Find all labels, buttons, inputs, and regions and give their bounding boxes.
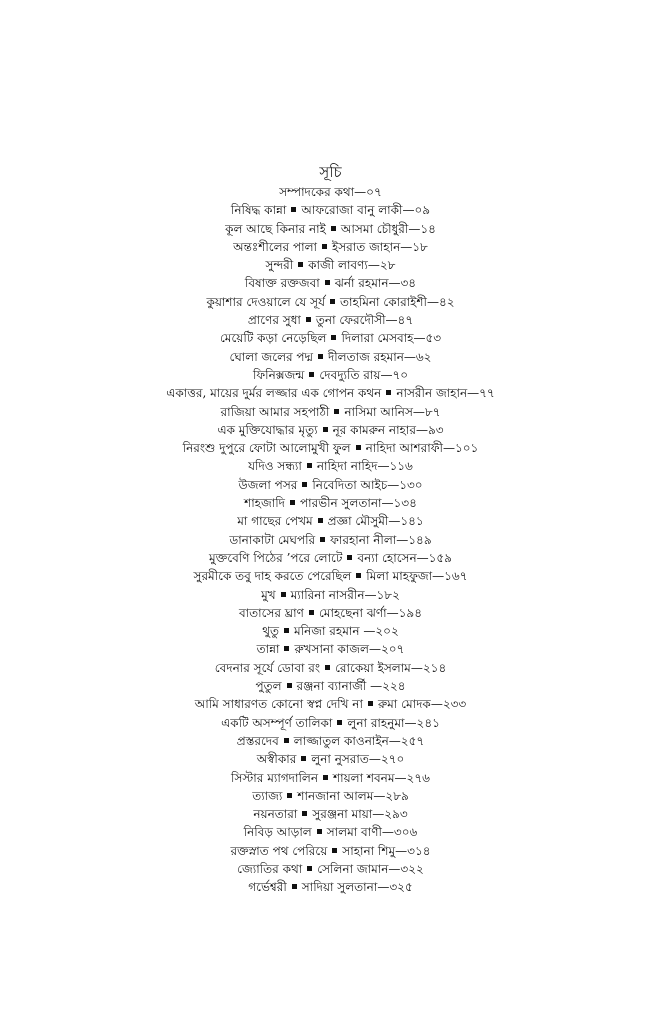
toc-entry — [0, 439, 661, 457]
toc-entry — [0, 750, 661, 768]
toc-entry-title: উজলা পসর — [238, 477, 298, 492]
toc-entry-dash: — — [373, 788, 386, 803]
toc-entry-dash: — — [412, 404, 425, 419]
square-separator-icon — [356, 573, 361, 578]
toc-entry-dash: — — [380, 367, 393, 382]
toc-entry-page: ৯৩ — [427, 422, 444, 437]
toc-entry-title: বেদনার সূর্যে ডোবা রং — [214, 660, 321, 675]
toc-entry-author: লুনা রাহনুমা — [347, 715, 405, 730]
toc-entry-author: নূর কামরুন নাহার — [332, 422, 416, 437]
toc-entry-page: ২৭০ — [380, 752, 405, 767]
toc-entry-author: মিলা মাহফুজা — [366, 569, 433, 584]
toc-entry — [0, 842, 661, 860]
toc-entry-author: ফারহানা নীলা — [330, 532, 397, 547]
toc-entry-author: রোকেয়া ইসলাম — [335, 660, 411, 675]
toc-entry-author: নাহিদা নাহিদ — [316, 459, 378, 474]
toc-heading: সূচি — [319, 163, 342, 181]
toc-entry-dash: — — [388, 276, 401, 291]
toc-entry — [0, 604, 661, 622]
toc-entry-author: দিলারা মেসবাহ — [341, 331, 414, 346]
toc-entry-title: এক মুক্তিযোদ্ধার মৃত্যু — [217, 422, 318, 437]
square-separator-icon — [284, 646, 289, 651]
toc-entry-title: প্রস্তরদেব — [236, 733, 279, 748]
toc-entry-page: ১৪১ — [400, 514, 424, 529]
square-separator-icon — [331, 335, 336, 340]
toc-entry-dash: — — [377, 459, 390, 474]
toc-entry-author: নাহিদা আশরাফী — [365, 441, 443, 456]
toc-entry-page: ৩২৫ — [389, 880, 413, 895]
toc-entry-title: মা গাছের পেখম — [237, 514, 313, 529]
square-separator-icon — [386, 390, 391, 395]
square-separator-icon — [368, 701, 373, 706]
toc-entry — [0, 329, 661, 347]
toc-entry-page: ২০৭ — [380, 642, 405, 657]
toc-entry-title: যদিও সন্ধ্যা — [248, 459, 302, 474]
toc-entry-page: ৩৪ — [400, 276, 417, 291]
toc-entry-author: নাসিমা আনিস — [344, 404, 413, 419]
toc-entry-dash: — — [430, 697, 443, 712]
toc-entry-title: থুতু — [262, 624, 280, 639]
toc-entry-page: ২৯৩ — [384, 807, 408, 822]
toc-entry-page: ২০২ — [375, 624, 399, 639]
toc-entry-page: ১৯৪ — [398, 605, 422, 620]
square-separator-icon — [337, 720, 342, 725]
square-separator-icon — [356, 445, 361, 450]
toc-entry — [0, 567, 661, 585]
toc-entry-author: ম্যারিনা নাসরীন — [290, 587, 365, 602]
toc-entry-author: বন্যা হোসেন — [357, 550, 417, 565]
toc-entry — [0, 348, 661, 366]
toc-entry-author: তাহমিনা কোরাইশী — [339, 294, 427, 309]
toc-entry-page: ১৬৭ — [444, 569, 468, 584]
square-separator-icon — [292, 884, 297, 889]
toc-entry-dash: — — [404, 715, 417, 730]
toc-entry-author: দীলতাজ রহমান — [327, 349, 404, 364]
toc-entry-page: ৭০ — [392, 367, 409, 382]
toc-entry-author: দেবদ্যুতি রায় — [319, 367, 381, 382]
toc-entry-dash: — — [442, 441, 455, 456]
toc-entry — [0, 494, 661, 512]
toc-entry-dash: — — [354, 185, 367, 199]
square-separator-icon — [323, 775, 328, 780]
toc-entry-dash: — — [368, 642, 381, 657]
toc-entry-dash: — — [426, 294, 439, 309]
toc-entry — [0, 586, 661, 604]
toc-entry-title: নয়নতারা — [253, 807, 298, 822]
toc-entry-dash: — — [381, 825, 394, 840]
toc-entry-dash: — — [395, 843, 408, 858]
square-separator-icon — [318, 354, 323, 359]
toc-entry — [0, 787, 661, 805]
toc-entry-title: একটি অসম্পূর্ণ তালিকা — [221, 715, 333, 730]
toc-entry-dash: — — [381, 496, 394, 511]
toc-entry-dash: — — [363, 624, 376, 639]
toc-entry-page: ১৩০ — [399, 477, 423, 492]
toc-entry-page: ১৮ — [412, 239, 428, 254]
square-separator-icon — [281, 592, 286, 597]
toc-entry-author: মোহছেনা ঝর্ণা — [318, 605, 387, 620]
toc-entry-title: সুন্দরী — [265, 258, 294, 273]
square-separator-icon — [287, 793, 292, 798]
toc-entry-dash: — — [387, 477, 400, 492]
toc-entry-dash: — — [396, 532, 409, 547]
toc-entry-dash: — — [388, 514, 401, 529]
toc-entry — [0, 860, 661, 878]
toc-entry-page: ১৫৯ — [428, 550, 452, 565]
toc-entry-title: ডানাকাটা মেঘপরি — [229, 532, 316, 547]
toc-entry-page: ৫৩ — [425, 331, 442, 346]
toc-entry-page: ২৫৭ — [400, 733, 425, 748]
toc-entry-author: লাজ্জাতুল কাওনাইন — [293, 733, 389, 748]
toc-entry — [0, 201, 661, 219]
toc-entry-author: সালমা বাণী — [326, 825, 382, 840]
toc-entry-title: কূল আছে কিনার নাই — [225, 221, 326, 236]
toc-entry-page: ২১৪ — [422, 660, 447, 675]
square-separator-icon — [298, 262, 303, 267]
toc-entry-author: সাদিয়া সুলতানা — [301, 880, 378, 895]
toc-entry-title: ফিনিক্সজন্ম — [252, 367, 305, 382]
toc-entry-title: নিষিদ্ধ কান্না — [230, 203, 287, 218]
square-separator-icon — [325, 665, 330, 670]
toc-entry-title: বিষাক্ত রক্তজবা — [244, 276, 320, 291]
square-separator-icon — [325, 280, 330, 285]
toc-entry-dash: — — [394, 770, 407, 785]
toc-entry-page: ১৩৪ — [393, 496, 417, 511]
square-separator-icon — [334, 409, 339, 414]
toc-entry-dash: — — [364, 587, 377, 602]
toc-entry — [0, 512, 661, 530]
toc-entry-page: ৬২ — [415, 349, 432, 364]
toc-entry-title: জ্যোতির কথা — [237, 861, 303, 876]
toc-entry-author: রুমা মোদক — [377, 697, 431, 712]
toc-entry — [0, 293, 661, 311]
toc-entry-page: ১৮২ — [376, 587, 400, 602]
toc-entry-title: নিরংশু দুপুরে ফোটা আলোমুখী ফুল — [182, 441, 351, 456]
toc-entry-page: ৭৭ — [479, 386, 495, 401]
toc-entry — [0, 366, 661, 384]
toc-entry — [0, 769, 661, 787]
toc-entry — [0, 220, 661, 238]
toc-entry-title: মেয়েটি কড়া নেড়েছিল — [219, 331, 327, 346]
toc-entry — [0, 421, 661, 439]
square-separator-icon — [290, 500, 295, 505]
toc-entry — [0, 805, 661, 823]
toc-entry-page: ২৩৩ — [442, 697, 467, 712]
toc-entry-title: রাজিয়া আমার সহপাঠী — [220, 404, 330, 419]
square-separator-icon — [331, 226, 336, 231]
toc-entry-author: নিবেদিতা আইচ — [312, 477, 388, 492]
toc-entry-author: তুনা ফেরদৌসী — [315, 313, 386, 328]
toc-entry-title: পুতুল — [255, 679, 282, 694]
toc-entry-page: ০৭ — [366, 185, 382, 199]
toc-entry-title: নিবিড় আড়াল — [243, 825, 312, 840]
toc-entry — [0, 878, 661, 896]
square-separator-icon — [302, 482, 307, 487]
toc-entry-title: আমি সাধারণত কোনো স্বপ্ন দেখি না — [194, 697, 363, 712]
toc-entry-page: ২৭৬ — [406, 770, 430, 785]
toc-entry-author: সাহানা শিমু — [342, 843, 396, 858]
toc-entry-title: ঘোলা জলের পদ্ম — [229, 349, 313, 364]
square-separator-icon — [332, 848, 337, 853]
toc-entry-author: কাজী লাবণ্য — [308, 258, 368, 273]
toc-list — [0, 183, 661, 897]
toc-entry-author: সুরঞ্জনা মায়া — [312, 807, 373, 822]
toc-entry-title: গর্ভেশ্বরী — [248, 880, 287, 895]
toc-entry-page: ৮৭ — [424, 404, 441, 419]
toc-entry — [0, 476, 661, 494]
toc-entry-page: ১৪৯ — [408, 532, 432, 547]
toc-entry-page: ০৯ — [414, 203, 431, 218]
toc-entry — [0, 732, 661, 750]
toc-entry-dash: — — [467, 386, 480, 401]
toc-entry — [0, 823, 661, 841]
toc-entry-author: সেলিনা জামান — [317, 861, 389, 876]
toc-entry-dash: — — [388, 861, 401, 876]
toc-entry-author: রুখসানা কাজল — [294, 642, 369, 657]
toc-entry-author: আসমা চৌধুরী — [340, 221, 409, 236]
square-separator-icon — [284, 628, 289, 633]
toc-entry-author: ঝর্না রহমান — [334, 276, 389, 291]
toc-entry — [0, 622, 661, 640]
toc-entry-dash: — — [403, 349, 416, 364]
square-separator-icon — [323, 427, 328, 432]
toc-entry — [0, 640, 661, 658]
toc-entry-title: শাহজাদি — [244, 496, 285, 511]
toc-entry-author: শানজানা আলম — [297, 788, 374, 803]
square-separator-icon — [309, 610, 314, 615]
toc-entry-title: অস্বীকার — [256, 752, 297, 767]
square-separator-icon — [302, 811, 307, 816]
toc-entry — [0, 384, 661, 402]
toc-entry — [0, 549, 661, 567]
toc-entry-author: মনিজা রহমান — [294, 624, 364, 639]
square-separator-icon — [309, 372, 314, 377]
square-separator-icon — [287, 683, 292, 688]
toc-entry — [0, 659, 661, 677]
toc-entry-dash: — — [385, 313, 398, 328]
toc-entry-page: ৩২২ — [400, 861, 424, 876]
square-separator-icon — [317, 829, 322, 834]
toc-entry-page: ২৮৯ — [385, 788, 409, 803]
toc-entry — [0, 238, 661, 256]
toc-entry-dash: — — [415, 422, 428, 437]
square-separator-icon — [330, 299, 335, 304]
toc-entry-author: রঞ্জনা ব্যানার্জী — [296, 679, 371, 694]
toc-entry — [0, 183, 661, 201]
toc-entry — [0, 311, 661, 329]
toc-entry-author: পারভীন সুলতানা — [299, 496, 382, 511]
toc-entry-page: ২২৪ — [382, 679, 406, 694]
toc-entry-title: তান্না — [256, 642, 280, 657]
toc-entry-dash: — — [416, 550, 429, 565]
toc-entry-author: শায়লা শবনম — [333, 770, 395, 785]
toc-entry-dash: — — [410, 660, 423, 675]
square-separator-icon — [322, 244, 327, 249]
toc-entry-title: সিস্টার ম্যাগদালিন — [231, 770, 319, 785]
toc-entry-dash: — — [408, 221, 421, 236]
toc-entry-page: ৩১৪ — [407, 843, 431, 858]
square-separator-icon — [306, 317, 311, 322]
toc-entry-title: একাত্তর, মায়ের দুর্মর লজ্জার এক গোপন কথন — [166, 386, 382, 401]
toc-entry-dash: — — [377, 880, 390, 895]
toc-entry — [0, 531, 661, 549]
toc-entry-title: কুয়াশার দেওয়ালে যে সূর্য — [206, 294, 325, 309]
toc-entry-title: মুখ — [261, 587, 276, 602]
toc-entry-author: নাসরীন জাহান — [396, 386, 468, 401]
toc-entry-page: ২৪১ — [416, 715, 440, 730]
toc-entry-dash: — — [367, 258, 380, 273]
toc-entry — [0, 457, 661, 475]
toc-entry-dash: — — [432, 569, 445, 584]
square-separator-icon — [320, 537, 325, 542]
toc-entry — [0, 256, 661, 274]
toc-entry-author: আফরোজা বানু লাকী — [301, 203, 403, 218]
toc-entry-dash: — — [372, 807, 385, 822]
toc-entry-dash: — — [368, 752, 381, 767]
toc-entry-title: ত্যাজ্য — [252, 788, 283, 803]
toc-entry-author: লুনা নুসরাত — [311, 752, 369, 767]
toc-entry-author: ইসরাত জাহান — [332, 239, 401, 254]
square-separator-icon — [307, 866, 312, 871]
toc-entry-dash: — — [388, 733, 401, 748]
toc-entry-title: সম্পাদকের কথা — [279, 185, 355, 199]
toc-entry — [0, 714, 661, 732]
toc-entry-page: ২৮ — [379, 258, 396, 273]
toc-entry-dash: — — [402, 203, 415, 218]
toc-entry-dash: — — [400, 239, 413, 254]
square-separator-icon — [307, 463, 312, 468]
toc-entry-title: সুরমীকে তবু দাহ করতে পেরেছিল — [193, 569, 352, 584]
toc-entry-dash: — — [386, 605, 399, 620]
toc-entry-page: ১০১ — [454, 441, 479, 456]
toc-entry-page: ১১৬ — [389, 459, 413, 474]
toc-entry-title: বাতাসের ঘ্রাণ — [239, 605, 304, 620]
toc-entry-author: প্রজ্ঞা মৌসুমী — [327, 514, 389, 529]
toc-entry-page: ৩০৬ — [393, 825, 418, 840]
toc-entry-title: রক্তস্নাত পথ পেরিয়ে — [230, 843, 328, 858]
toc-entry-dash: — — [413, 331, 426, 346]
toc-entry-title: মুক্তবেণি পিঠের ’পরে লোটে — [209, 550, 343, 565]
toc-entry — [0, 274, 661, 292]
toc-entry-page: ৪২ — [438, 294, 455, 309]
toc-entry-page: ৪৭ — [397, 313, 414, 328]
square-separator-icon — [301, 756, 306, 761]
toc-entry — [0, 695, 661, 713]
toc-entry — [0, 403, 661, 421]
square-separator-icon — [318, 518, 323, 523]
toc-entry-page: ১৪ — [420, 221, 436, 236]
square-separator-icon — [284, 738, 289, 743]
square-separator-icon — [347, 555, 352, 560]
toc-entry — [0, 677, 661, 695]
toc-entry-title: অন্তঃশীলের পালা — [233, 239, 317, 254]
toc-entry-dash: — — [370, 679, 383, 694]
square-separator-icon — [291, 207, 296, 212]
toc-entry-title: প্রাণের সুধা — [247, 313, 301, 328]
